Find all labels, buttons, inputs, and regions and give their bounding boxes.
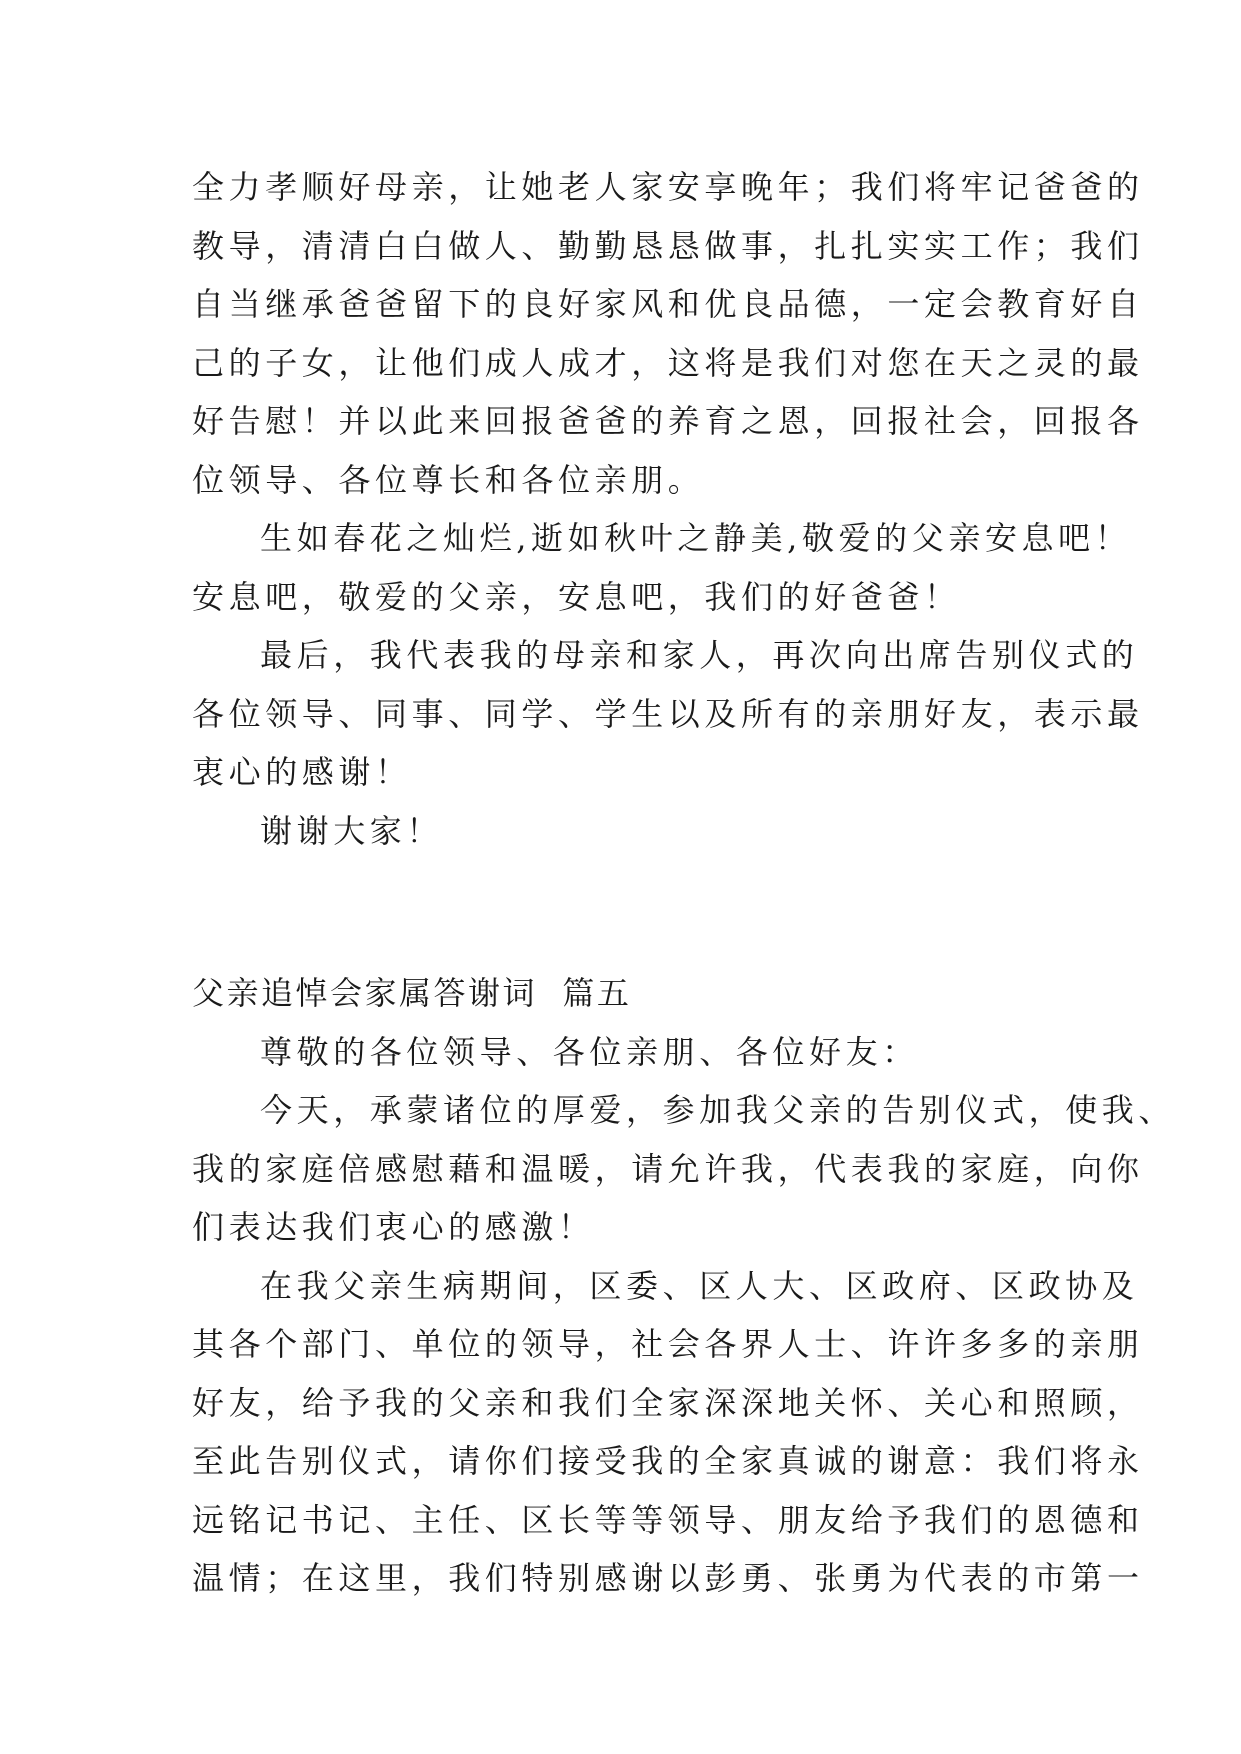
text-line: 自当继承爸爸留下的良好家风和优良品德，一定会教育好自 <box>192 285 1144 323</box>
text-line: 在我父亲生病期间，区委、区人大、区政府、区政协及 <box>260 1266 1139 1305</box>
text-line: 温情；在这里，我们特别感谢以彭勇、张勇为代表的市第一 <box>192 1559 1144 1597</box>
paragraph-illness-period <box>192 1257 1144 1608</box>
document-page <box>192 158 1176 1608</box>
text-line: 们表达我们衷心的感激！ <box>192 1208 595 1246</box>
text-line: 好告慰！并以此来回报爸爸的养育之恩，回报社会，回报各 <box>192 402 1144 440</box>
text-line: 生如春花之灿烂,逝如秋叶之静美,敬爱的父亲安息吧！ <box>260 519 1132 557</box>
text-line: 全力孝顺好母亲，让她老人家安享晚年；我们将牢记爸爸的 <box>192 168 1144 206</box>
section-spacer <box>192 860 1052 964</box>
paragraph-rest-in-peace <box>192 509 1132 626</box>
text-line: 教导，清清白白做人、勤勤恳恳做事，扎扎实实工作；我们 <box>192 226 1144 265</box>
text-line: 远铭记书记、主任、区长等等领导、朋友给予我们的恩德和 <box>192 1500 1144 1539</box>
text-line: 至此告别仪式，请你们接受我的全家真诚的谢意：我们将永 <box>192 1442 1144 1480</box>
paragraph-filial-duty <box>192 158 1144 509</box>
text-line: 己的子女，让他们成人成才，这将是我们对您在天之灵的最 <box>192 343 1144 382</box>
text-line: 衷心的感谢！ <box>192 753 412 791</box>
text-line: 其各个部门、单位的领导，社会各界人士、许许多多的亲朋 <box>192 1325 1144 1363</box>
text-line: 安息吧，敬爱的父亲，安息吧，我们的好爸爸！ <box>192 577 961 616</box>
text-line: 谢谢大家！ <box>260 811 444 850</box>
text-line: 今天，承蒙诸位的厚爱，参加我父亲的告别仪式，使我、 <box>260 1091 1176 1129</box>
paragraph-final-thanks <box>192 626 1144 802</box>
text-line: 好友，给予我的父亲和我们全家深深地关怀、关心和照顾， <box>192 1383 1144 1422</box>
paragraph-gratitude <box>192 1081 1176 1257</box>
text-line: 位领导、各位尊长和各位亲朋。 <box>192 460 705 499</box>
paragraph-closing <box>192 802 1052 861</box>
section-heading: 父亲追悼会家属答谢词 篇五 <box>192 974 632 1012</box>
text-line: 各位领导、同事、同学、学生以及所有的亲朋好友，表示最 <box>192 694 1144 733</box>
salutation: 尊敬的各位领导、各位亲朋、各位好友： <box>260 1032 919 1071</box>
text-line: 最后，我代表我的母亲和家人，再次向出席告别仪式的 <box>260 636 1139 674</box>
text-line: 我的家庭倍感慰藉和温暖，请允许我，代表我的家庭，向你 <box>192 1149 1144 1188</box>
